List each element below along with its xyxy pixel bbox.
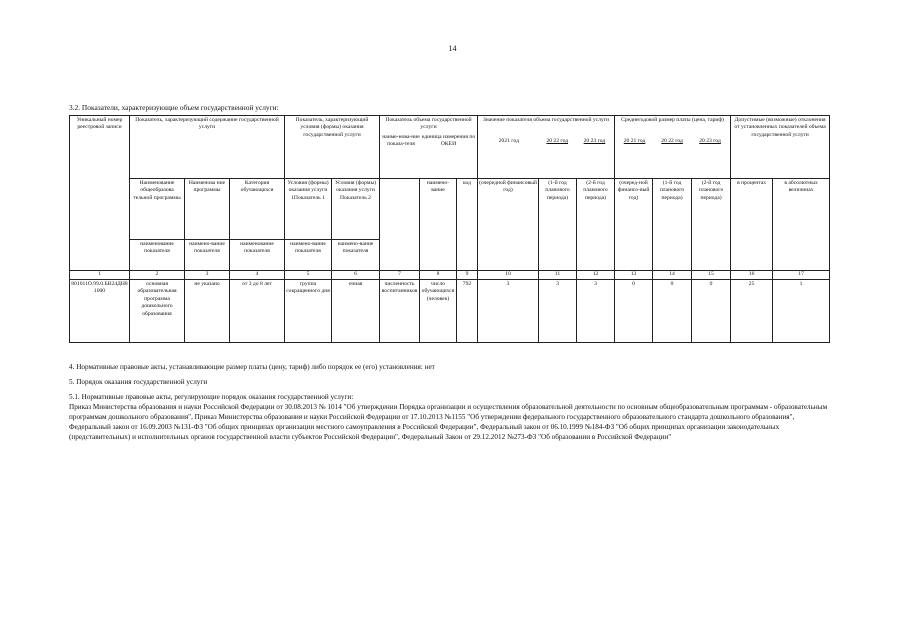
sub-form-indicator-1: Условия (формы) оказания услуги 1Показатель 1 — [285, 179, 332, 240]
cell-volume-name: численность воспитанников — [380, 280, 420, 343]
col-number: 1 — [70, 271, 130, 280]
table-row — [70, 280, 830, 343]
header-volume-label: Показатель объема государственной услуги — [385, 117, 472, 131]
col-number: 13 — [615, 271, 653, 280]
col-number: 4 — [230, 271, 285, 280]
cell-unique-number: 801011О.99.0.БВ24ДН81000 — [70, 280, 130, 343]
cell-dev-percent: 25 — [731, 280, 773, 343]
header-price — [615, 116, 731, 179]
name-cell-4: наимено-вание показателя — [285, 240, 332, 271]
sub-dev-percent: в процентах — [731, 179, 773, 271]
col-number: 11 — [539, 271, 577, 280]
header-volume-name: наиме-нова-ние показа-теля — [382, 133, 420, 148]
col-number: 10 — [478, 271, 539, 280]
cell-program: основная образовательная программа дошкольного образования — [130, 280, 185, 343]
header-year-2022: 20 22 год — [546, 138, 569, 145]
page-number: 14 — [448, 44, 457, 53]
name-cell-1: наименование показателя — [130, 240, 185, 271]
header-price-2023: 20 23 год — [699, 138, 721, 145]
note-4: 4. Нормативные правовые акты, устанавливающие размер платы (цену, тариф) либо порядок ее (его) установления: нет — [69, 363, 435, 371]
header-value-label: Значение показателя объема государственной услуги — [482, 117, 610, 123]
name-cell-3: наименование показателя — [230, 240, 285, 271]
header-year-2021: 2021 год — [498, 138, 519, 145]
header-volume-values — [478, 116, 615, 179]
column-number-row — [70, 271, 830, 280]
sub-volume-name-spacer — [380, 179, 420, 271]
cell-program-title: не указано — [185, 280, 230, 343]
header-price-label: Среднегодовой размер платы (цена, тариф) — [621, 117, 724, 123]
header-year-2023: 20 23 год — [583, 138, 606, 145]
sub-program-name: Наименование общеобразова тельной программы — [130, 179, 185, 240]
sub-student-category: Категория обучающихся — [230, 179, 285, 240]
col-number: 6 — [332, 271, 380, 280]
col-number: 5 — [285, 271, 332, 280]
cell-dev-abs: 1 — [773, 280, 830, 343]
col-number: 2 — [130, 271, 185, 280]
cell-form-2: очная — [332, 280, 380, 343]
sub-form-indicator-2: Условия (формы) оказания услуги Показатель 2 — [332, 179, 380, 240]
header-unit: единица измерения по ОКЕИ — [421, 133, 476, 148]
col-number: 17 — [773, 271, 830, 280]
header-content-indicator: Показатель, характеризующий содержание государственной услуги — [130, 116, 285, 179]
sub-program-title: Наименова ние программы — [185, 179, 230, 240]
header-price-2022: 20 22 год — [661, 138, 683, 145]
col-number: 9 — [457, 271, 478, 280]
col-number: 12 — [577, 271, 615, 280]
cell-value-2022: 3 — [539, 280, 577, 343]
cell-price-2022: 0 — [653, 280, 692, 343]
cell-form-1: группа сокращенного дня — [285, 280, 332, 343]
col-number: 8 — [420, 271, 457, 280]
col-number: 7 — [380, 271, 420, 280]
note-5: 5. Порядок оказания государственной услуги — [69, 378, 208, 387]
cell-price-2023: 0 — [692, 280, 731, 343]
col-number: 15 — [692, 271, 731, 280]
name-cell-2: наимено-вание показателя — [185, 240, 230, 271]
volume-indicators-table — [69, 115, 830, 343]
sub-price-plan-1: (1-й год планового периода) — [653, 179, 692, 271]
sub-dev-abs: в абсолютных величинах — [773, 179, 830, 271]
sub-fin-year: (очередной финансовый год) — [478, 179, 539, 271]
col-number: 3 — [185, 271, 230, 280]
sub-plan-1: (1-й год планового периода) — [539, 179, 577, 271]
note-5-1: 5.1. Нормативные правовые акты, регулирующие порядок оказания государственной услуги: — [69, 393, 354, 402]
header-conditions-indicator: Показатель, характеризующий условия (формы) оказания государственной услуги — [285, 116, 380, 179]
col-number: 16 — [731, 271, 773, 280]
sub-price-fin: (очеред-ной финансо-вый год) — [615, 179, 653, 271]
header-volume-indicator — [380, 116, 478, 179]
cell-price-2021: 0 — [615, 280, 653, 343]
cell-value-2023: 3 — [577, 280, 615, 343]
section-title: 3.2. Показатели, характеризующие объем государственной услуги: — [69, 103, 279, 112]
name-cell-5: наимено-вание показателя — [332, 240, 380, 271]
sub-unit-code: код — [457, 179, 478, 271]
header-deviation: Допустимые (возможные) отклонения от установленных показателей объема государственной услуги — [731, 116, 830, 179]
cell-unit-code: 792 — [457, 280, 478, 343]
legal-acts-text: Приказ Министерства образования и науки Российской Федерации от 30.08.2013 № 1014 "Об утверждении Порядка организации и осуществления образовательной деятельности по основным общеобразовательным программам - образовательным программам дошкольного образования", Приказ Министерства образования и науки Российской Федерации от 17.10.2013 №1155 "Об утверждении федерального государственного образовательного стандарта дошкольного образования", Федеральный закон от 16.09.2003 №131-ФЗ "Об общих принципах организации местного самоуправления в Российской Федерации", Федеральный закон от 06.10.1999 №184-ФЗ "Об общих принципах организации законодательных (представительных) и исполнительных органов государственной власти субъектов Российской Федерации", Федеральный Закон от 29.12.2012 №273-ФЗ "Об образовании в Российской Федерации" — [69, 403, 828, 442]
sub-unit-name: наимено-вание — [420, 179, 457, 271]
header-unique-number: Уникальный номер реестровой записи — [70, 116, 130, 271]
cell-category: от 3 до 8 лет — [230, 280, 285, 343]
header-price-2021: 20 21 год — [623, 138, 646, 145]
sub-price-plan-2: (2-й год планового периода) — [692, 179, 731, 271]
cell-unit-name: число обучающихся (человек) — [420, 280, 457, 343]
sub-plan-2: (2-й год планового периода) — [577, 179, 615, 271]
cell-value-2021: 3 — [478, 280, 539, 343]
notes-section — [69, 362, 829, 443]
col-number: 14 — [653, 271, 692, 280]
